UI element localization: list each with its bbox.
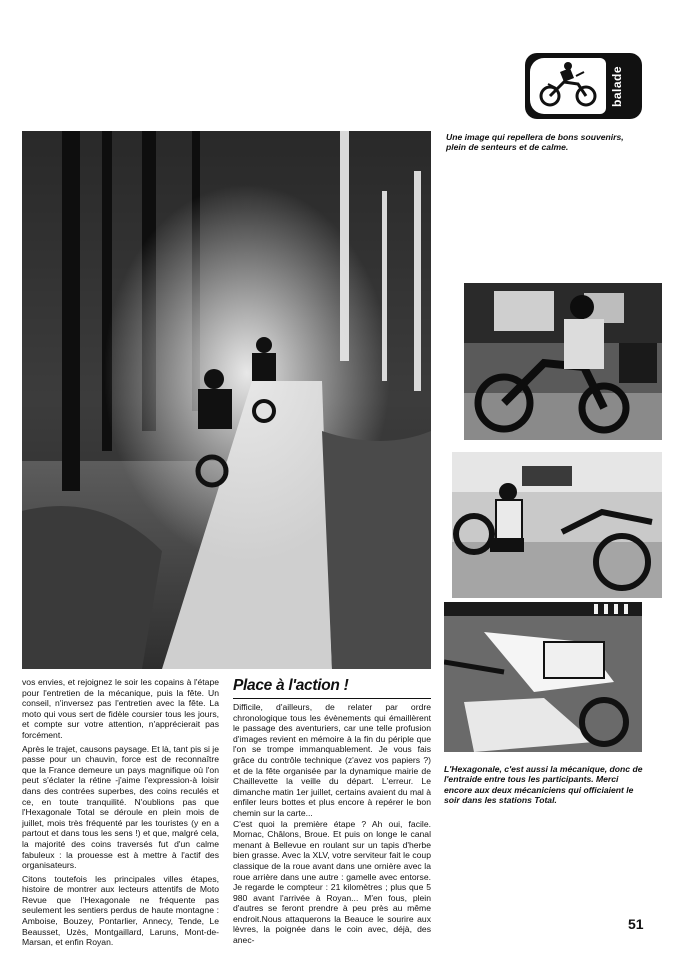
left-text-column bbox=[22, 677, 219, 948]
balade-logo bbox=[525, 53, 642, 119]
logo-word: balade bbox=[610, 65, 624, 107]
photo-mechanic-at-work bbox=[452, 452, 662, 598]
page-number: 51 bbox=[628, 916, 644, 932]
paragraph: C'est quoi la première étape ? Ah oui, facile. Mornac, Châlons, Broue. Et puis on longe le canal menant à Bellevue en roulant sur un tapis d'herbe bien grasse. Avec la XLV, votre serviteur fait le coup classique de la roue avant dans une ornière avec la roue arrière dans une autre : gamelle avec entorse. Je regarde le compteur : 21 kilomètres ; plus que 5 980 avant l'arrivée à Royan... M'en fous, plein d'autres se feront prendre à peu près au même endroit.Nous attaquerons la Beauce le sourire aux lèvres, la poignée dans le coin avec, déjà, des anec- bbox=[233, 818, 431, 946]
paragraph: Difficile, d'ailleurs, de relater par ordre chronologique tous les évènements qui émaillèrent le passage des aventuriers, car une telle profusion d'images revient en mémoire à la fin du périple que l'on se trompe immanquablement. Je vous fais grâce du contrôle technique (z'avez vos papiers ?) et de la fête organisée par la dynamique mairie de Chaillevette la veille du départ. L'erreur. Le dimanche matin 1er juillet, certains avaient du mal à enfiler leurs bottes et plus encore à repérer le bon chemin sur la carte... bbox=[233, 702, 431, 818]
caption-top: Une image qui repellera de bons souvenirs, plein de senteurs et de calme. bbox=[446, 132, 624, 153]
main-photo-forest-trail bbox=[22, 131, 431, 669]
right-text-column bbox=[233, 702, 431, 946]
motorcycle-rider-icon bbox=[530, 58, 606, 114]
caption-bottom: L'Hexagonale, c'est aussi la mécanique, donc de l'entraide entre tous les participants. Merci encore aux deux mécaniciens qui officiaient le soir dans les stations Total. bbox=[444, 764, 643, 806]
section-heading: Place à l'action ! bbox=[233, 677, 349, 694]
paragraph: vos envies, et rejoignez le soir les copains à l'étape pour l'entretien de la mécanique, puis la fête. Un conseil, n'inversez pas l'entretien avec la fête. La moto qui vous sert de fidèle coursier tous les jours, et compte sur votre attention, n'apprécierait pas forcément. bbox=[22, 677, 219, 740]
photo-rider-at-station bbox=[464, 283, 662, 440]
paragraph: Après le trajet, causons paysage. Et là, tant pis si je passe pour un chauvin, force est de reconnaître que la France demeure un pays magnifique où l'on peut s'éclater la rétine -j'aime l'expression-à loisir dans des contrées superbes, des coins reculés et ce, en toute tranquilité. N'oublions pas que l'Hexagonale Total se déroule en plein mois de juillet, mois très fréquenté par les touristes (y en a partout et dans tous les sens !) et que, malgré cela, la majorité des coins traversés fut d'un calme fabuleux : la prouesse est à mettre à l'actif des organisateurs. bbox=[22, 743, 219, 871]
photo-motorcycle-repair-closeup bbox=[444, 602, 642, 752]
paragraph: Citons toutefois les principales villes étapes, histoire de montrer aux lecteurs attentifs de Moto Revue que l'Hexagonale ne fréquente pas seulement les sentiers perdus de haute montagne : Amboise, Bouzey, Pontarlier, Annecy, Tende, Le Beausset, Uzès, Montgaillard, Laruns, Mont-de-Marsan, et enfin Royan. bbox=[22, 873, 219, 948]
heading-rule bbox=[233, 698, 431, 699]
